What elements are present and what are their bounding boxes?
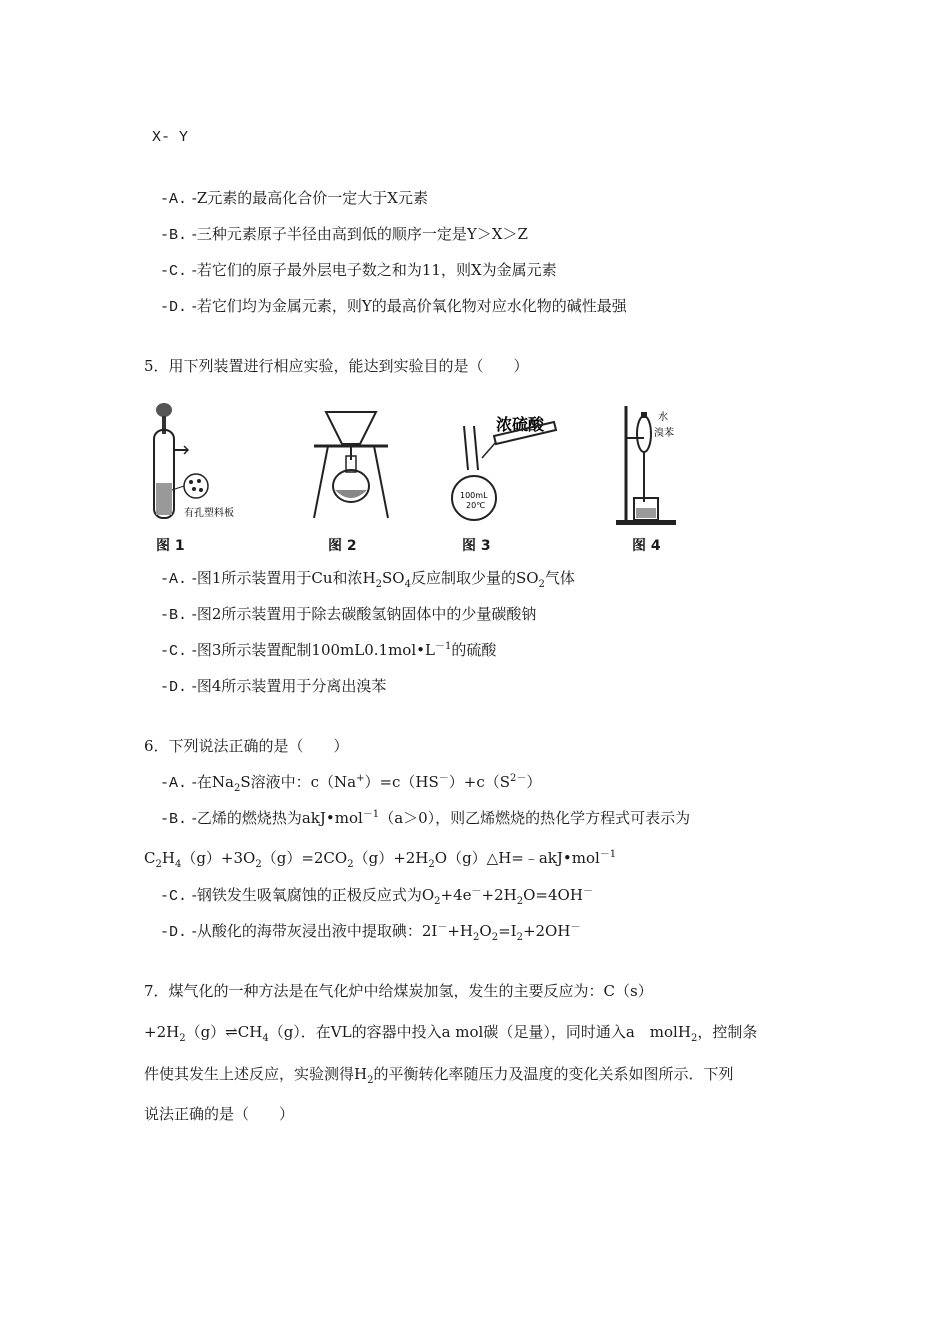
superscript: －1 [362,809,380,820]
superscript: － [582,886,593,897]
subscript: 2 [255,859,262,870]
q4-option-c[interactable] [160,260,557,282]
q6-option-b[interactable] [160,808,690,830]
subscript: 2 [233,783,241,794]
option-text: +2OH [522,922,571,940]
option-text: =I [498,922,517,940]
option-letter: -C. [160,263,188,280]
subscript: 2 [516,932,523,943]
option-letter: -A. [160,191,188,208]
option-letter: -D. [160,924,188,941]
q4-stem-tail: X- Y [152,129,189,146]
stem-text: （g）．在VL的容器中投入a mol碳（足量），同时通入a molH [268,1023,691,1041]
q6-option-c[interactable] [160,885,593,907]
figure-1-apparatus [144,398,274,533]
option-text: ） [526,773,542,791]
superscript: － [471,886,482,897]
option-text: 气体 [544,569,575,587]
q7-stem-line-4: 说法正确的是（ ） [144,1105,295,1123]
stem-text: ，控制条 [697,1023,758,1041]
option-text: 反应制取少量的SO [410,569,539,587]
option-letter: -A. [160,775,188,792]
equation-text: C [144,849,156,867]
subscript: 2 [434,896,441,907]
option-letter: -C. [160,643,188,660]
q5-option-c[interactable] [160,640,496,662]
option-text: -图1所示装置用于Cu和浓H [191,569,376,587]
q4-option-b[interactable] [160,224,528,246]
figure-2-label: 图 2 [328,538,357,554]
option-text: 的硫酸 [451,641,497,659]
option-text: O [479,922,492,940]
subscript: 4 [174,859,182,870]
figure-4-label: 图 4 [632,538,661,554]
q5-option-d[interactable] [160,676,386,698]
stem-text: +2H [144,1023,180,1041]
superscript: 2－ [510,773,527,784]
q6-stem: 6．下列说法正确的是（ ） [144,737,349,755]
subscript: 4 [262,1033,269,1044]
q7-stem-line-3 [144,1064,733,1084]
superscript: －1 [434,641,452,652]
q5-option-b[interactable] [160,604,536,626]
option-letter: -B. [160,227,188,244]
figure-3-apparatus [444,398,574,533]
equation-text: （g）+2H [353,849,429,867]
option-text: -乙烯的燃烧热为akJ•mol [191,809,363,827]
option-text: O=4OH [523,886,583,904]
subscript: 2 [155,859,162,870]
figure-2-apparatus [304,398,404,533]
option-text: -在Na [191,773,234,791]
option-letter: -A. [160,571,188,588]
q7-stem-line-1: 7．煤气化的一种方法是在气化炉中给煤炭加氢，发生的主要反应为：C（s） [144,982,653,1000]
figure-4-apparatus [614,398,694,533]
figure-3-flask-volume: 100mL [460,491,488,500]
equation-text: H [161,849,175,867]
option-text: -钢铁发生吸氧腐蚀的正极反应式为O [191,886,435,904]
q4-option-d[interactable] [160,296,627,318]
option-text: ）=c（HS [364,773,439,791]
option-text: -Z元素的最高化合价一定大于X元素 [191,189,428,207]
superscript: + [356,773,365,784]
subscript: 4 [404,579,411,590]
option-text: +2H [481,886,517,904]
subscript: 2 [375,579,383,590]
option-letter: -B. [160,811,188,828]
option-letter: -D. [160,679,188,696]
q4-option-a[interactable] [160,188,428,210]
figure-3-label: 图 3 [462,538,491,554]
q6-option-d[interactable] [160,921,580,943]
stem-text: （g）⇌CH [185,1023,263,1041]
q5-option-a[interactable] [160,568,575,590]
option-text: ）+c（S [448,773,511,791]
q5-stem: 5．用下列装置进行相应实验，能达到实验目的是（ ） [144,357,529,375]
option-text: （a＞0），则乙烯燃烧的热化学方程式可表示为 [379,809,691,827]
q6-option-a[interactable] [160,772,541,794]
equation-text: （g）+3O [181,849,256,867]
subscript: 2 [516,896,524,907]
option-letter: -B. [160,607,188,624]
option-text: -从酸化的海带灰浸出液中提取碘：2I [191,922,438,940]
option-text: -若它们的原子最外层电子数之和为11，则X为金属元素 [191,261,557,279]
option-letter: -D. [160,299,188,316]
q6-thermo-equation [144,848,616,868]
superscript: － [437,922,448,933]
option-text: -图3所示装置配制100mL0.1mol•L [191,641,435,659]
superscript: － [570,922,581,933]
figure-1-annotation: 有孔塑料板 [184,508,234,519]
q7-stem-line-2 [144,1022,757,1042]
option-letter: -C. [160,888,188,905]
option-text: -图2所示装置用于除去碳酸氢钠固体中的少量碳酸钠 [191,605,537,623]
figure-4-annotation-water: 水 [658,412,668,423]
figure-1-label: 图 1 [156,538,185,554]
option-text: +H [447,922,473,940]
subscript: 2 [428,859,435,870]
figure-3-annotation: 浓硫酸 [496,415,545,434]
equation-text: （g）=2CO [261,849,348,867]
figure-3-flask-temp: 20℃ [466,501,486,510]
option-text: -三种元素原子半径由高到低的顺序一定是Y＞X＞Z [191,225,528,243]
superscript: －1 [599,849,617,860]
subscript: 2 [179,1033,186,1044]
figure-4-annotation-bromobenzene: 溴苯 [654,428,674,439]
subscript: 2 [367,1075,374,1086]
subscript: 2 [491,932,499,943]
option-text: S溶液中：c（Na [240,773,357,791]
equation-text: O（g）△H=﹣akJ•mol [434,849,600,867]
subscript: 2 [347,859,354,870]
option-text: -若它们均为金属元素，则Y的最高价氧化物对应水化物的碱性最强 [191,297,627,315]
option-text: -图4所示装置用于分离出溴苯 [191,677,387,695]
option-text: SO [382,569,405,587]
stem-text: 的平衡转化率随压力及温度的变化关系如图所示．下列 [373,1065,734,1083]
option-text: +4e [440,886,472,904]
subscript: 2 [473,932,480,943]
subscript: 2 [690,1033,698,1044]
stem-text: 件使其发生上述反应，实验测得H [144,1065,368,1083]
subscript: 2 [538,579,545,590]
q5-apparatus-figures [144,398,694,556]
superscript: － [438,773,449,784]
